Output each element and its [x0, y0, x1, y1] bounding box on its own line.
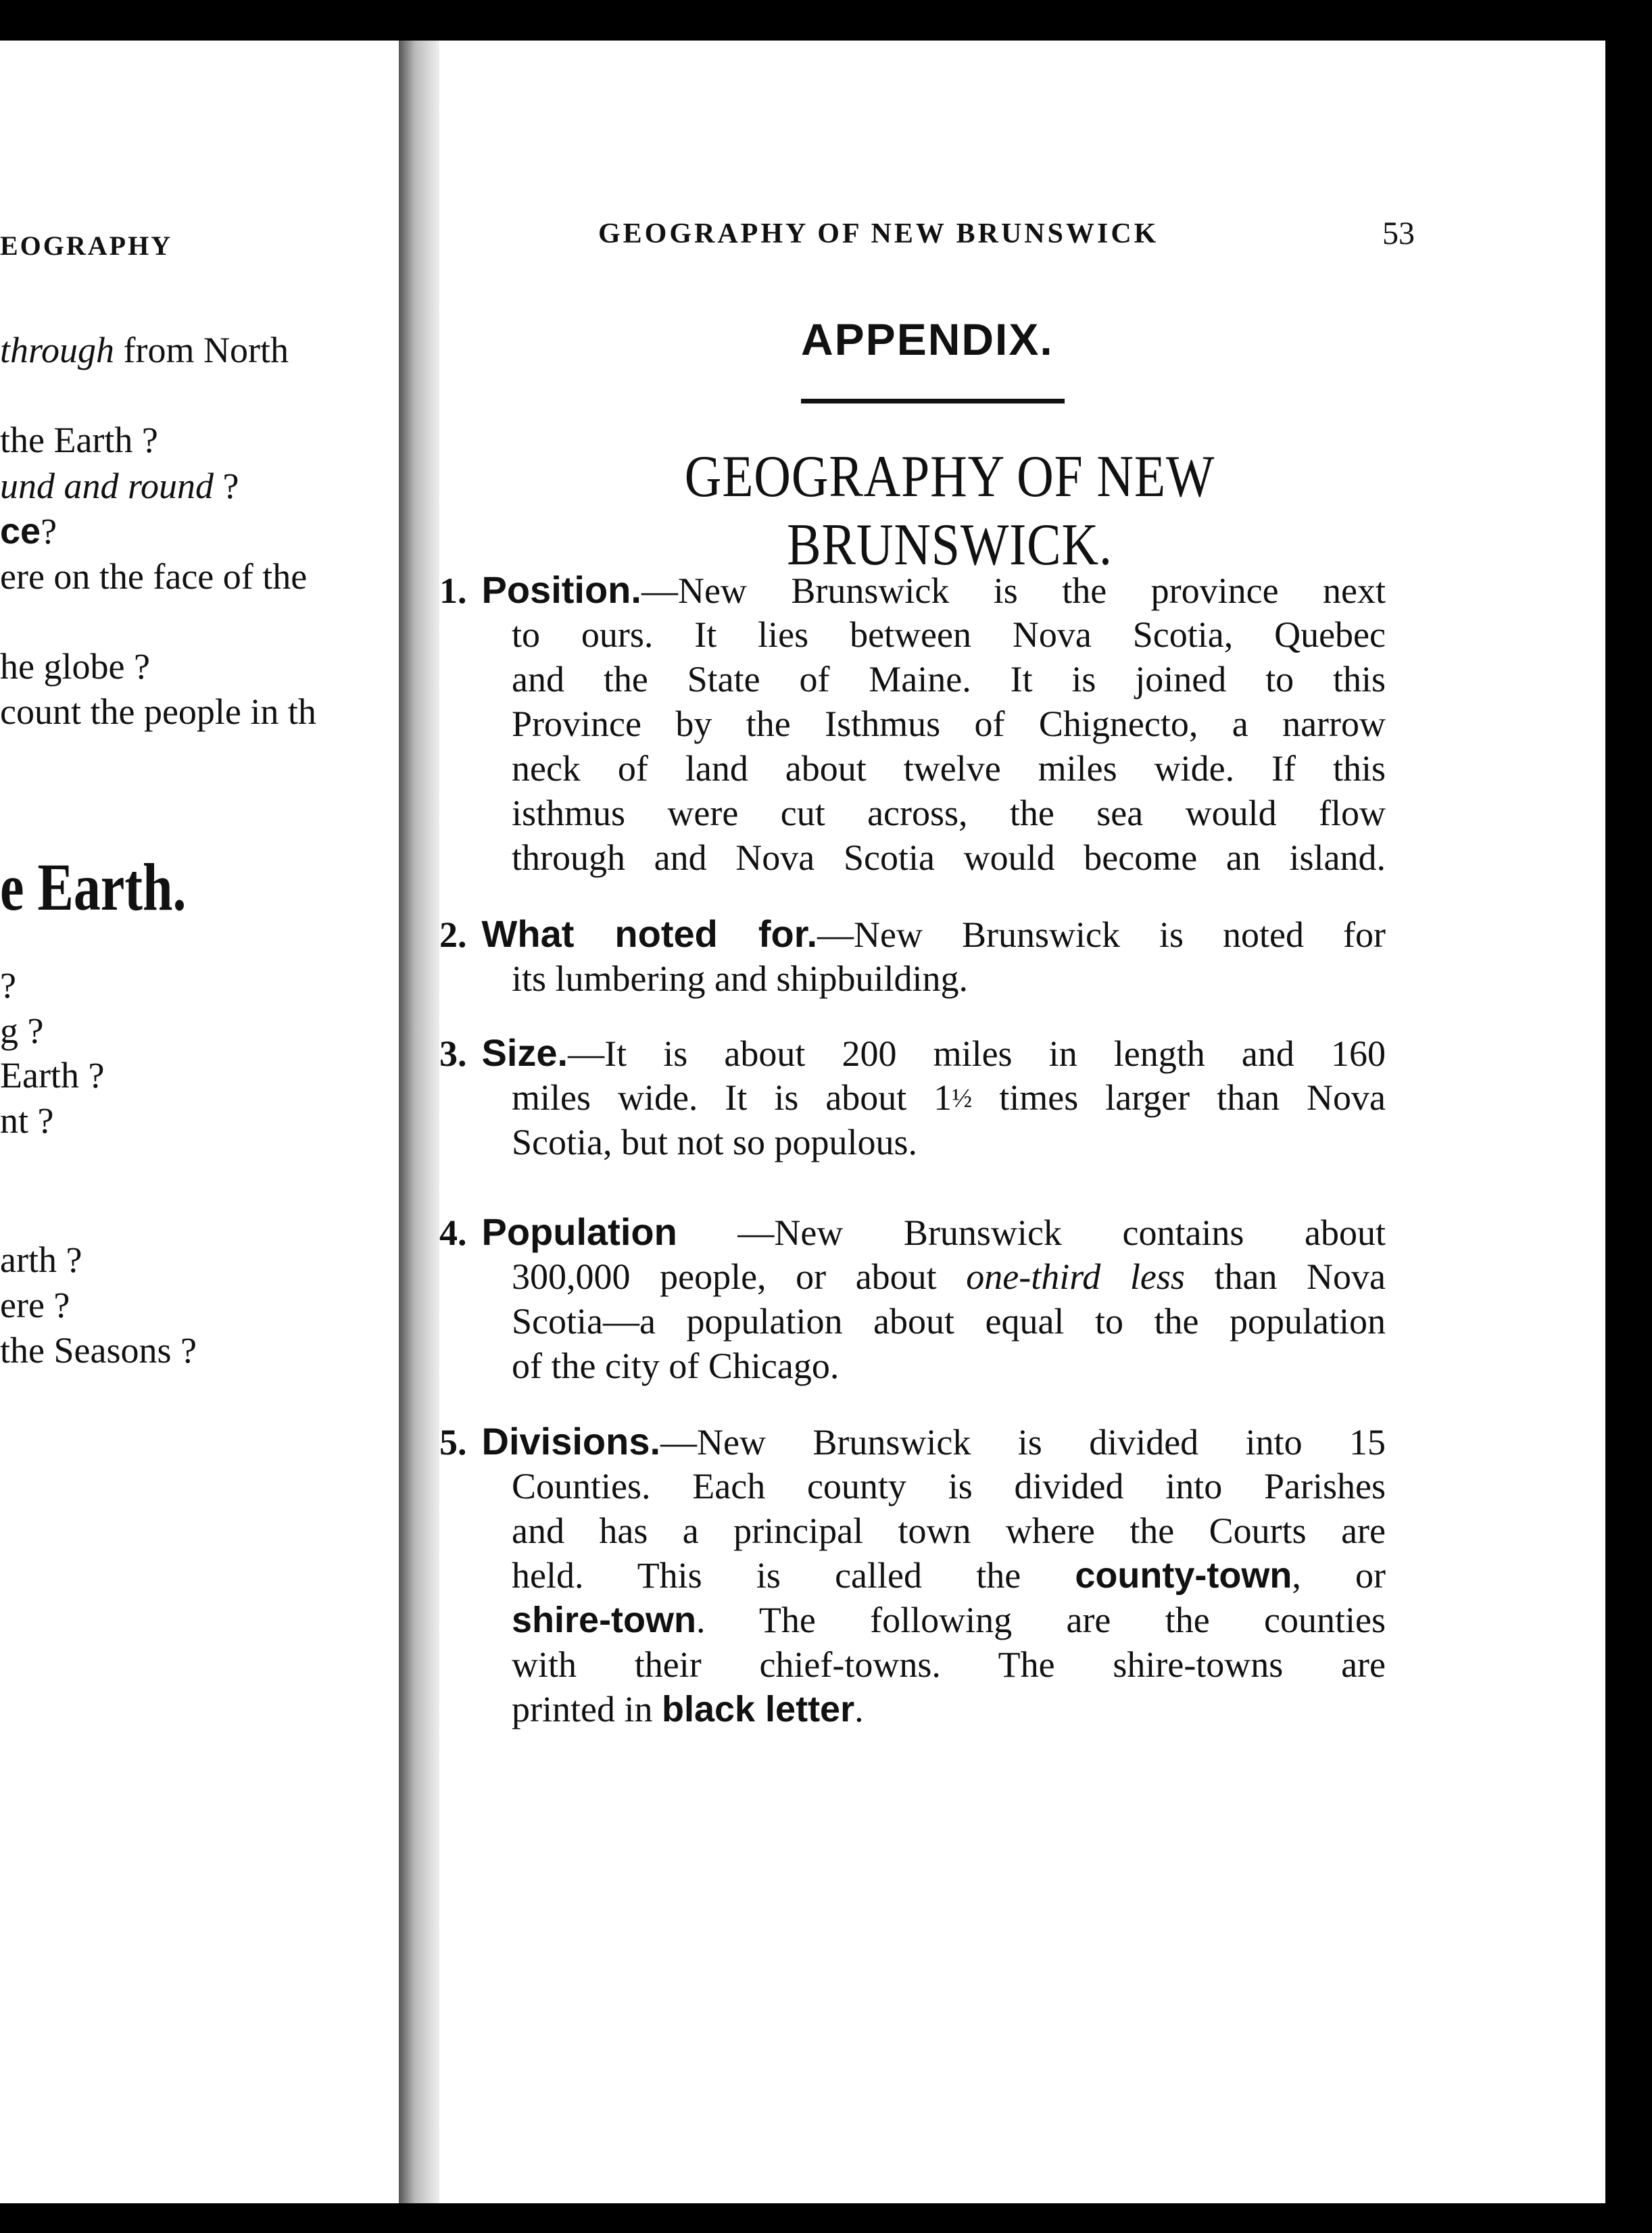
paragraph-number: 4.: [439, 1212, 467, 1253]
paragraph-line: 4. Population —New Brunswick contains about: [439, 1210, 1386, 1253]
facing-page-running-head: EOGRAPHY: [0, 230, 173, 261]
facing-page-line: und and round ?: [0, 466, 239, 506]
section-title: GEOGRAPHY OF NEW BRUNSWICK.: [684, 444, 1215, 578]
paragraph-line: 1. Position.—New Brunswick is the province next: [439, 568, 1386, 611]
paragraph-line: 2. What noted for.—New Brunswick is noted for: [439, 912, 1386, 955]
paragraph-line: and has a principal town where the Courts are: [512, 1511, 1386, 1551]
running-head: GEOGRAPHY OF NEW BRUNSWICK: [598, 218, 1159, 249]
paragraph-line: of the city of Chicago.: [512, 1346, 840, 1386]
facing-page-section-title: e Earth.: [0, 850, 187, 925]
italic-phrase: one-third less: [966, 1256, 1185, 1297]
paragraph-heading: Position.: [481, 568, 641, 611]
facing-page-line: the Seasons ?: [0, 1330, 197, 1371]
paragraph-line: to ours. It lies between Nova Scotia, Quebec: [512, 614, 1386, 655]
facing-page-line: Earth ?: [0, 1055, 105, 1096]
facing-page-line: ere ?: [0, 1285, 70, 1325]
paragraph-number: 3.: [439, 1033, 467, 1074]
facing-page-line: ?: [0, 965, 16, 1006]
paragraph-heading: Size.: [481, 1031, 568, 1074]
paragraph-line: held. This is called the county-town, or: [512, 1555, 1386, 1596]
paragraph-line: shire-town. The following are the counties: [512, 1600, 1386, 1640]
facing-page-line: through from North: [0, 330, 289, 370]
facing-page-line: the Earth ?: [0, 420, 158, 460]
paragraph-number: 2.: [439, 914, 467, 955]
facing-page-line: count the people in th: [0, 691, 316, 732]
paragraph-line: and the State of Maine. It is joined to this: [512, 659, 1386, 700]
paragraph-heading: What noted for.: [481, 912, 818, 955]
paragraph-line: printed in black letter.: [512, 1689, 864, 1729]
term-shire-town: shire-town: [512, 1600, 697, 1640]
facing-page-line: ce?: [0, 511, 57, 551]
page-number: 53: [1382, 216, 1415, 251]
facing-page-line: g ?: [0, 1010, 44, 1051]
term-black-letter: black letter: [661, 1689, 855, 1729]
facing-page: [0, 41, 399, 2203]
paragraph-line: miles wide. It is about 1½ times larger than Nova: [512, 1077, 1386, 1118]
facing-page-line: he globe ?: [0, 646, 150, 687]
paragraph-heading: Divisions.: [481, 1420, 661, 1463]
paragraph-line: Scotia—a population about equal to the population: [512, 1301, 1386, 1342]
facing-page-line: arth ?: [0, 1240, 82, 1280]
paragraph-line: with their chief-towns. The shire-towns are: [512, 1644, 1386, 1685]
paragraph-line: Province by the Isthmus of Chignecto, a narrow: [512, 704, 1386, 744]
paragraph-line: Counties. Each county is divided into Parishes: [512, 1466, 1386, 1506]
facing-page-line: nt ?: [0, 1100, 54, 1141]
paragraph-line: Scotia, but not so populous.: [512, 1122, 918, 1162]
title-rule: [801, 399, 1065, 403]
paragraph-line: neck of land about twelve miles wide. If this: [512, 748, 1386, 789]
term-county-town: county-town: [1075, 1555, 1292, 1596]
appendix-title: APPENDIX.: [801, 314, 1054, 364]
paragraph-line: isthmus were cut across, the sea would flow: [512, 793, 1386, 833]
paragraph-number: 1.: [439, 570, 467, 611]
paragraph-number: 5.: [439, 1422, 467, 1463]
facing-page-line: ere on the face of the: [0, 556, 308, 597]
paragraph-line: 3. Size.—It is about 200 miles in length and 160: [439, 1031, 1386, 1074]
paragraph-heading: Population: [481, 1210, 677, 1253]
paragraph-line: 5. Divisions.—New Brunswick is divided into 15: [439, 1420, 1386, 1463]
book-gutter: [399, 41, 439, 2203]
paragraph-line: through and Nova Scotia would become an island.: [512, 837, 1386, 878]
paragraph-line: its lumbering and shipbuilding.: [512, 958, 968, 999]
paragraph-line: 300,000 people, or about one-third less than Nova: [512, 1256, 1386, 1297]
main-page: [439, 41, 1605, 2203]
fraction-half: ½: [952, 1083, 973, 1113]
